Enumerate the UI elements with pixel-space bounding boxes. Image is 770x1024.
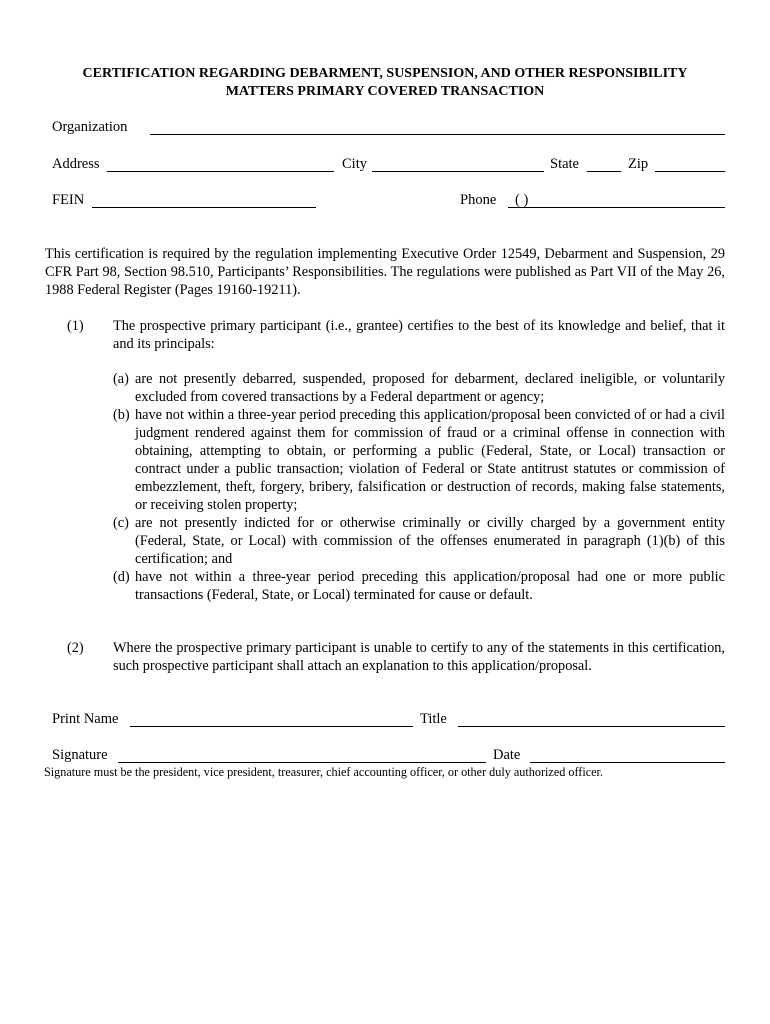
list-item-d: [113, 568, 725, 604]
section-1-text: The prospective primary participant (i.e., grantee) certifies to the best of its knowledge and belief, that it and its principals:: [113, 318, 725, 352]
phone-label: Phone: [460, 192, 497, 208]
state-field[interactable]: [587, 171, 621, 172]
list-item-letter: (a): [113, 371, 129, 387]
print-name-field[interactable]: [130, 726, 413, 727]
signature-note: Signature must be the president, vice president, treasurer, chief accounting officer, or other duly authorized officer.: [44, 765, 603, 779]
list-item-b: [113, 406, 725, 514]
zip-field[interactable]: [655, 171, 725, 172]
phone-field[interactable]: [508, 207, 725, 208]
list-item-letter: (c): [113, 515, 129, 531]
address-label: Address: [52, 156, 100, 172]
fein-label: FEIN: [52, 192, 85, 208]
date-field[interactable]: [530, 762, 725, 763]
fein-field[interactable]: [92, 207, 316, 208]
list-item-a: [113, 370, 725, 406]
list-item-c: [113, 514, 725, 568]
phone-area-code-parens: ( ): [515, 192, 529, 208]
organization-field[interactable]: [150, 134, 725, 135]
signature-field[interactable]: [118, 762, 486, 763]
intro-paragraph: This certification is required by the regulation implementing Executive Order 12549, Debarment and Suspension, 29 CFR Part 98, Section 98.510, Participants’ Responsibilities. The regulations were published as Part VII of the May 26, 1988 Federal Register (Pages 19160-19211).: [45, 246, 725, 298]
city-label: City: [342, 156, 367, 172]
list-item-text: have not within a three-year period preceding this application/proposal had one or more public transactions (Federal, State, or Local) terminated for cause or default.: [135, 569, 725, 603]
city-field[interactable]: [372, 171, 544, 172]
print-name-label: Print Name: [52, 711, 119, 727]
state-label: State: [550, 156, 579, 172]
date-label: Date: [493, 747, 521, 763]
address-field[interactable]: [107, 171, 334, 172]
form-title-line-1: CERTIFICATION REGARDING DEBARMENT, SUSPENSION, AND OTHER RESPONSIBILITY: [82, 66, 688, 81]
form-title-line-2: MATTERS PRIMARY COVERED TRANSACTION: [225, 84, 545, 99]
list-item-letter: (b): [113, 407, 130, 423]
list-item-text: are not presently debarred, suspended, proposed for debarment, declared ineligible, or voluntarily excluded from covered transactions by a Federal department or agency;: [135, 371, 725, 405]
organization-label: Organization: [52, 119, 128, 135]
section-2-text: Where the prospective primary participant is unable to certify to any of the statements in this certification, such prospective participant shall attach an explanation to this application/proposal.: [113, 640, 725, 674]
list-item-text: are not presently indicted for or otherwise criminally or civilly charged by a government entity (Federal, State, or Local) with commission of the offenses enumerated in paragraph (1)(b) of this certification; and: [135, 515, 725, 567]
section-2-number: (2): [67, 640, 84, 656]
list-item-text: have not within a three-year period preceding this application/proposal been convicted of or had a civil judgment rendered against them for commission of fraud or a criminal offense in connection with obtaining, attempting to obtain, or performing a public (Federal, State, or Local) transaction or contract under a public transaction; violation of Federal or State antitrust statutes or commission of embezzlement, theft, forgery, bribery, falsification or destruction of records, making false statements, or receiving stolen property;: [135, 407, 725, 513]
signature-label: Signature: [52, 747, 108, 763]
title-label: Title: [420, 711, 447, 727]
section-1-number: (1): [67, 318, 84, 334]
title-field[interactable]: [458, 726, 725, 727]
list-item-letter: (d): [113, 569, 130, 585]
zip-label: Zip: [628, 156, 649, 172]
